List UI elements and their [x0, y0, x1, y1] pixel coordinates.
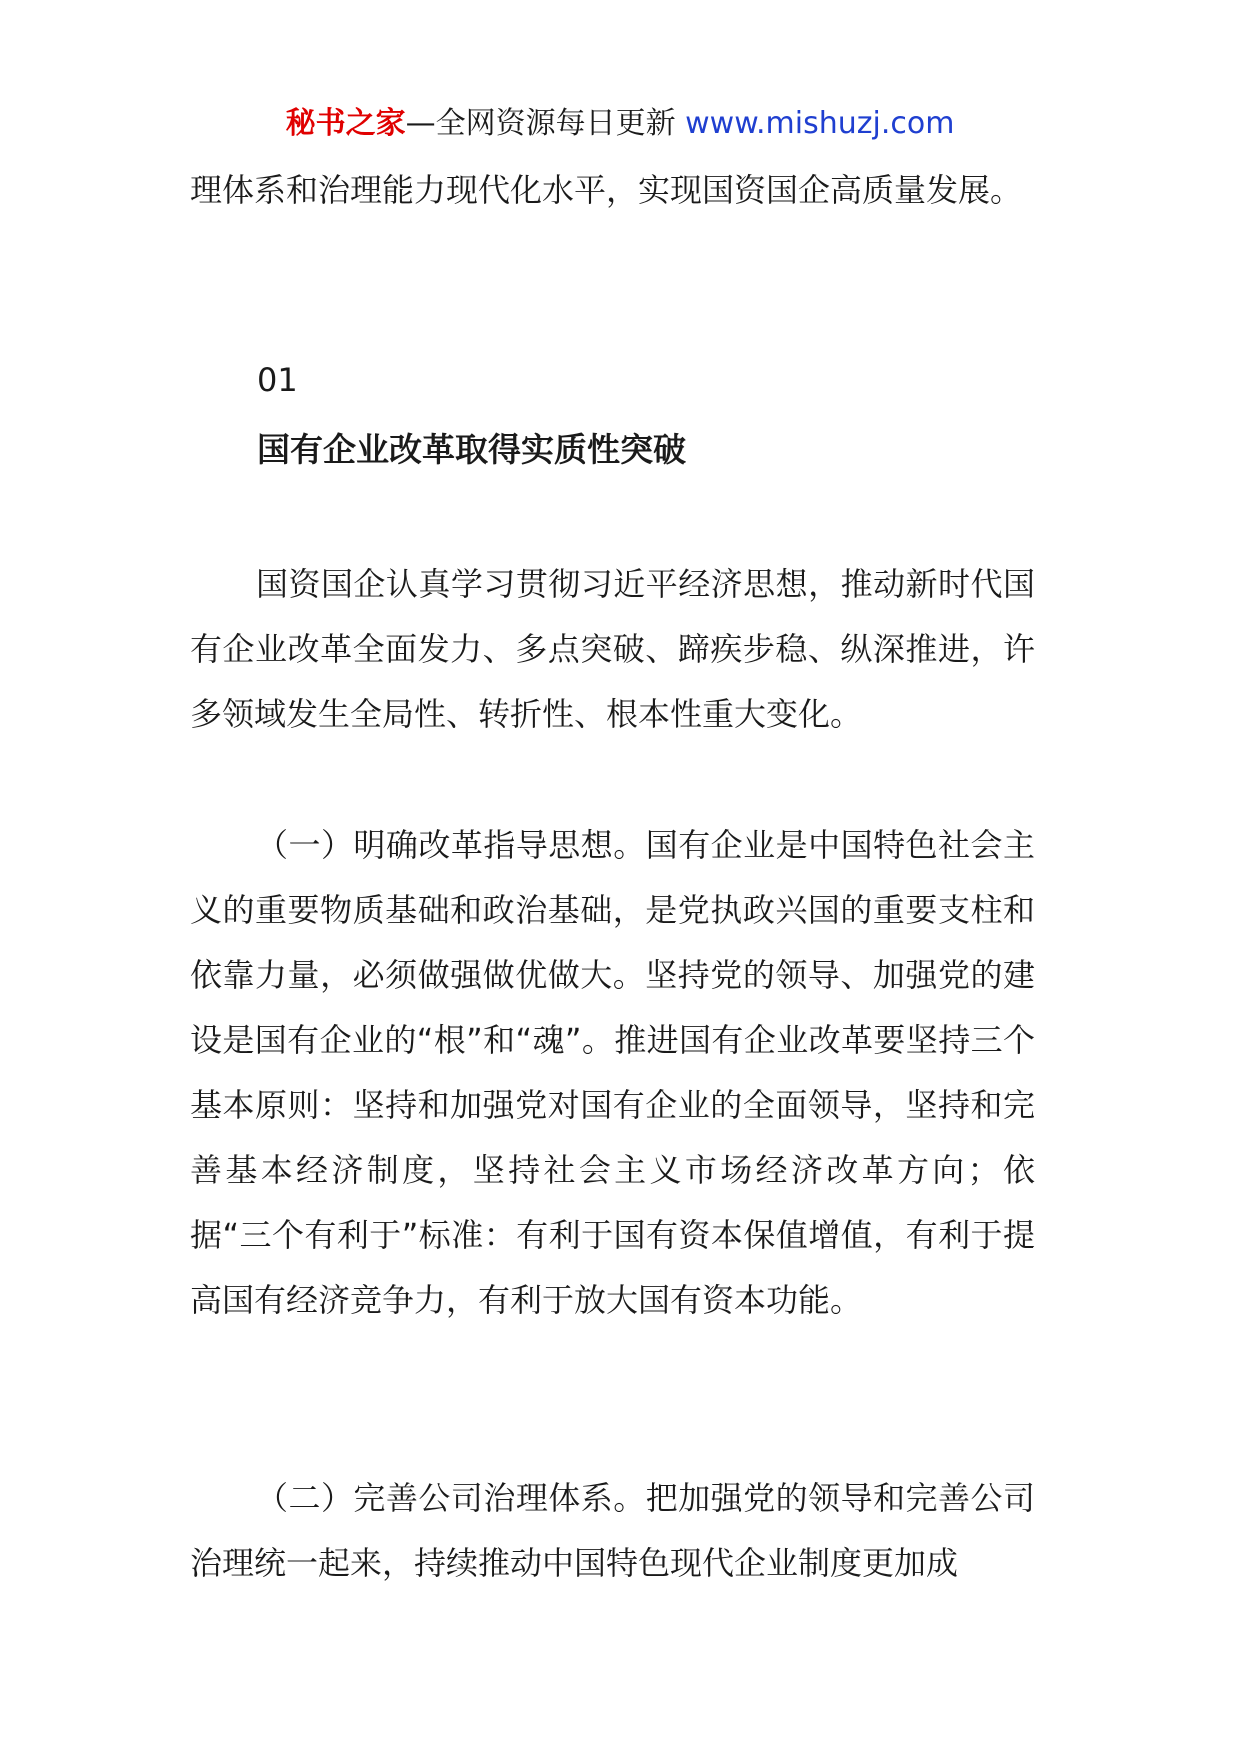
section-number: 01	[257, 361, 298, 399]
page-header	[0, 104, 1240, 144]
body-paragraph: （二）完善公司治理体系。把加强党的领导和完善公司治理统一起来，持续推动中国特色现代企业制度更加成	[190, 1479, 1035, 1582]
body-paragraph: 国资国企认真学习贯彻习近平经济思想，推动新时代国有企业改革全面发力、多点突破、蹄疾步稳、纵深推进，许多领域发生全局性、转折性、根本性重大变化。	[190, 565, 1035, 733]
brand-name: 秘书之家	[285, 106, 406, 141]
section-heading: 国有企业改革取得实质性突破	[257, 430, 686, 469]
body-paragraph: （一）明确改革指导思想。国有企业是中国特色社会主义的重要物质基础和政治基础，是党执政兴国的重要支柱和依靠力量，必须做强做优做大。坚持党的领导、加强党的建设是国有企业的“根”和“魂”。推进国有企业改革要坚持三个基本原则：坚持和加强党对国有企业的全面领导，坚持和完善基本经济制度，坚持社会主义市场经济改革方向；依据“三个有利于”标准：有利于国有资本保值增值，有利于提高国有经济竞争力，有利于放大国有资本功能。	[190, 826, 1035, 1319]
website-link[interactable]: www.mishuzj.com	[685, 106, 955, 141]
header-tagline: —全网资源每日更新	[405, 106, 686, 141]
continuation-paragraph: 理体系和治理能力现代化水平，实现国资国企高质量发展。	[190, 171, 1023, 209]
